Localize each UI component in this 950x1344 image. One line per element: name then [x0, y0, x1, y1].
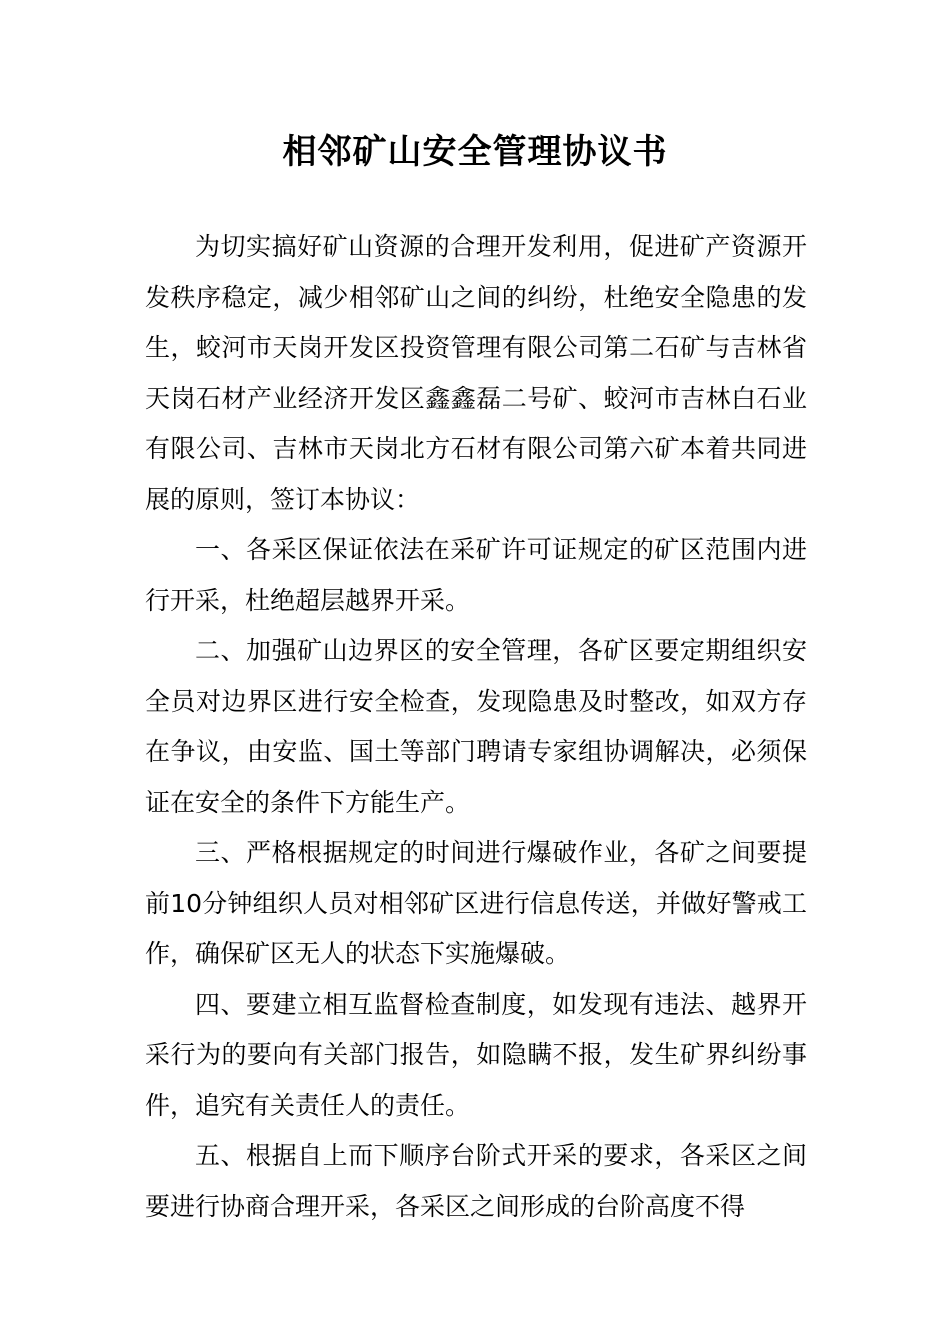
paragraph-clause-3: 三、严格根据规定的时间进行爆破作业，各矿之间要提前10分钟组织人员对相邻矿区进行信息传送，并做好警戒工作，确保矿区无人的状态下实施爆破。 [145, 838, 807, 968]
document-body [145, 222, 807, 1232]
paragraph-intro: 为切实搞好矿山资源的合理开发利用，促进矿产资源开发秩序稳定，减少相邻矿山之间的纠纷，杜绝安全隐患的发生，蛟河市天岗开发区投资管理有限公司第二石矿与吉林省天岗石材产业经济开发区鑫鑫磊二号矿、蛟河市吉林白石业有限公司、吉林市天岗北方石材有限公司第六矿本着共同进展的原则，签订本协议： [145, 232, 807, 514]
paragraph-clause-5: 五、根据自上而下顺序台阶式开采的要求，各采区之间要进行协商合理开采，各采区之间形成的台阶高度不得 [145, 1141, 807, 1221]
paragraph-clause-2: 二、加强矿山边界区的安全管理，各矿区要定期组织安全员对边界区进行安全检查，发现隐患及时整改，如双方存在争议，由安监、国土等部门聘请专家组协调解决，必须保证在安全的条件下方能生产。 [145, 636, 807, 817]
paragraph-clause-1: 一、各采区保证依法在采矿许可证规定的矿区范围内进行开采，杜绝超层越界开采。 [145, 535, 807, 615]
paragraph-clause-4: 四、要建立相互监督检查制度，如发现有违法、越界开采行为的要向有关部门报告，如隐瞒不报，发生矿界纠纷事件，追究有关责任人的责任。 [145, 989, 807, 1120]
document-title: 相邻矿山安全管理协议书 [282, 132, 668, 172]
